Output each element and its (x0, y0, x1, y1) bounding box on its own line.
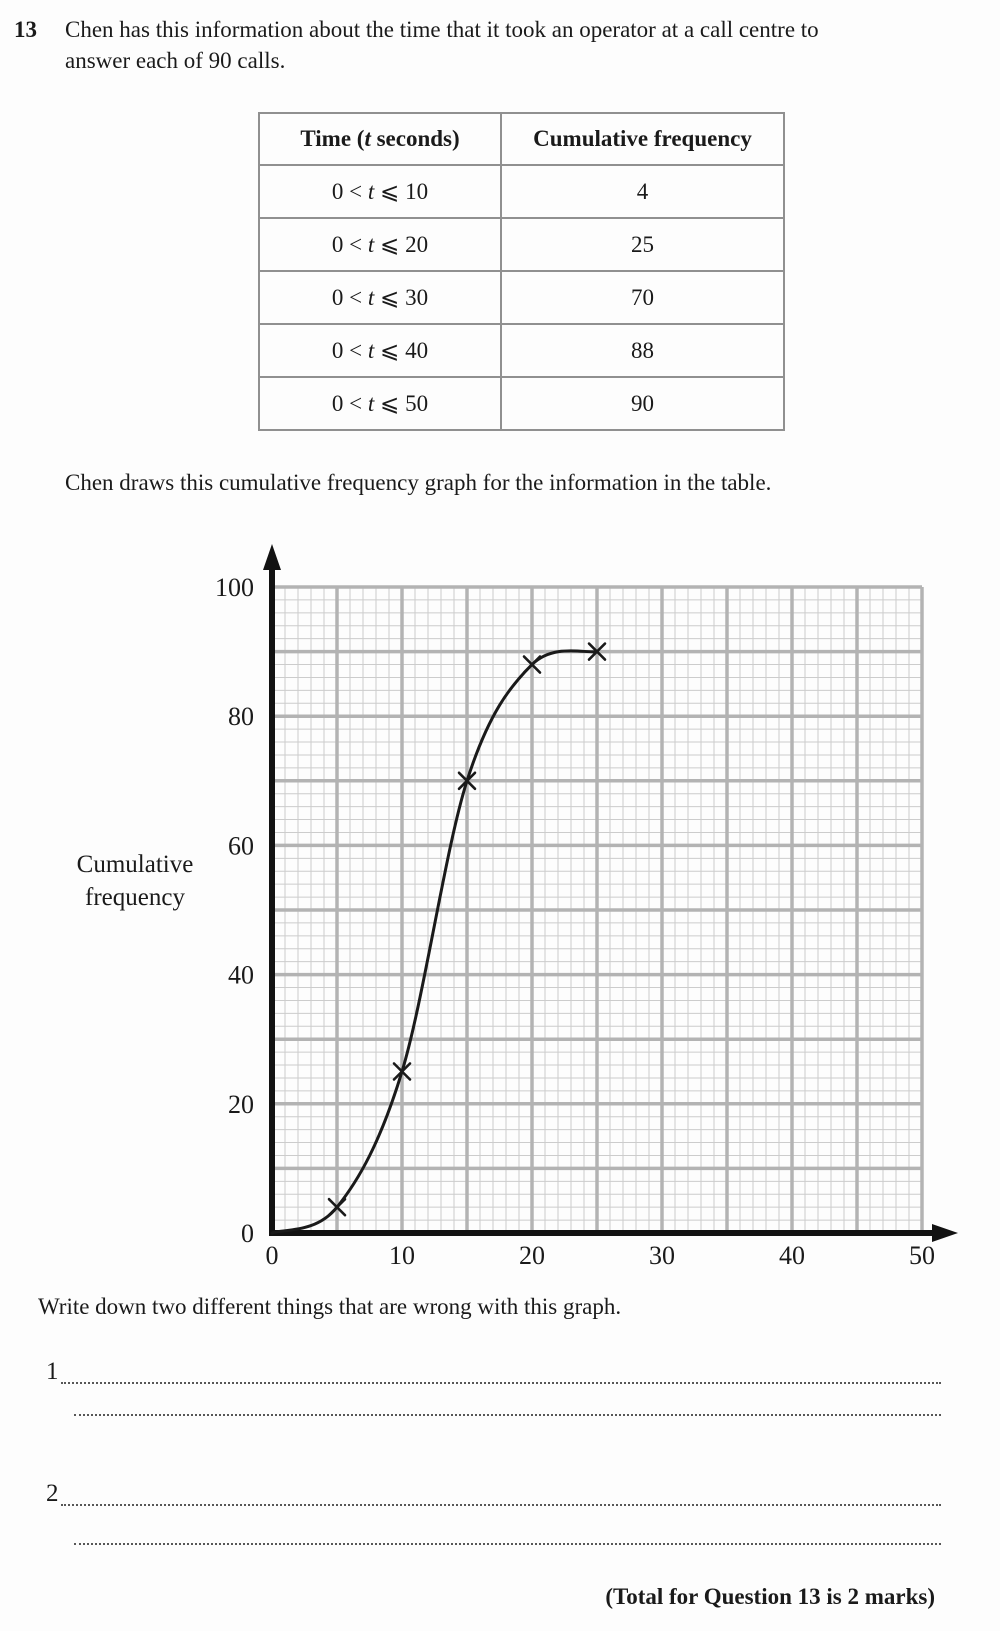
svg-text:80: 80 (228, 702, 254, 732)
svg-text:0: 0 (265, 1241, 279, 1268)
cumulative-frequency-graph (0, 520, 1000, 1268)
table-row (259, 324, 784, 377)
total-marks-label: (Total for Question 13 is 2 marks) (605, 1584, 935, 1609)
question-text (65, 14, 819, 76)
answer-line-1[interactable] (61, 1348, 942, 1384)
question-header (14, 14, 954, 76)
svg-text:10: 10 (389, 1241, 415, 1268)
graph-caption: Chen draws this cumulative frequency graph for the information in the table. (65, 470, 772, 495)
table-row (259, 218, 784, 271)
question-prompt: Write down two different things that are wrong with this graph. (38, 1294, 622, 1319)
svg-text:40: 40 (779, 1241, 805, 1268)
svg-text:60: 60 (228, 831, 254, 861)
time-range-cell: 0 < t ⩽ 30 (259, 271, 501, 324)
cumulative-frequency-table (258, 112, 785, 431)
cf-value-cell: 88 (501, 324, 784, 377)
answer-line-1-continuation[interactable] (74, 1412, 941, 1416)
cf-value-cell: 25 (501, 218, 784, 271)
svg-text:0: 0 (241, 1219, 254, 1248)
column-header-time: Time (t seconds) (259, 113, 501, 165)
svg-text:100: 100 (215, 573, 254, 602)
table-row (259, 377, 784, 430)
question-number: 13 (14, 17, 37, 42)
answer-row-1 (46, 1350, 941, 1384)
table-row (259, 271, 784, 324)
svg-text:30: 30 (649, 1241, 675, 1268)
time-range-cell: 0 < t ⩽ 40 (259, 324, 501, 377)
cf-value-cell: 90 (501, 377, 784, 430)
column-header-cumulative-frequency: Cumulative frequency (501, 113, 784, 165)
answer-number-2: 2 (46, 1480, 59, 1507)
time-range-cell: 0 < t ⩽ 10 (259, 165, 501, 218)
svg-text:frequency: frequency (85, 884, 185, 911)
answer-line-2-continuation[interactable] (74, 1541, 941, 1545)
svg-text:Cumulative: Cumulative (76, 851, 194, 878)
svg-text:40: 40 (228, 960, 254, 990)
answer-row-2 (46, 1472, 941, 1506)
cf-value-cell: 4 (501, 165, 784, 218)
svg-text:20: 20 (228, 1089, 254, 1119)
time-range-cell: 0 < t ⩽ 20 (259, 218, 501, 271)
question-text-line-1: Chen has this information about the time that it took an operator at a call centre to (65, 17, 819, 42)
table-header-row (259, 113, 784, 165)
table-row (259, 165, 784, 218)
question-text-line-2: answer each of 90 calls. (65, 48, 286, 73)
svg-text:50: 50 (909, 1241, 935, 1268)
time-range-cell: 0 < t ⩽ 50 (259, 377, 501, 430)
answer-number-1: 1 (46, 1358, 59, 1385)
cf-value-cell: 70 (501, 271, 784, 324)
answer-line-2[interactable] (61, 1470, 942, 1506)
svg-text:20: 20 (519, 1241, 545, 1268)
